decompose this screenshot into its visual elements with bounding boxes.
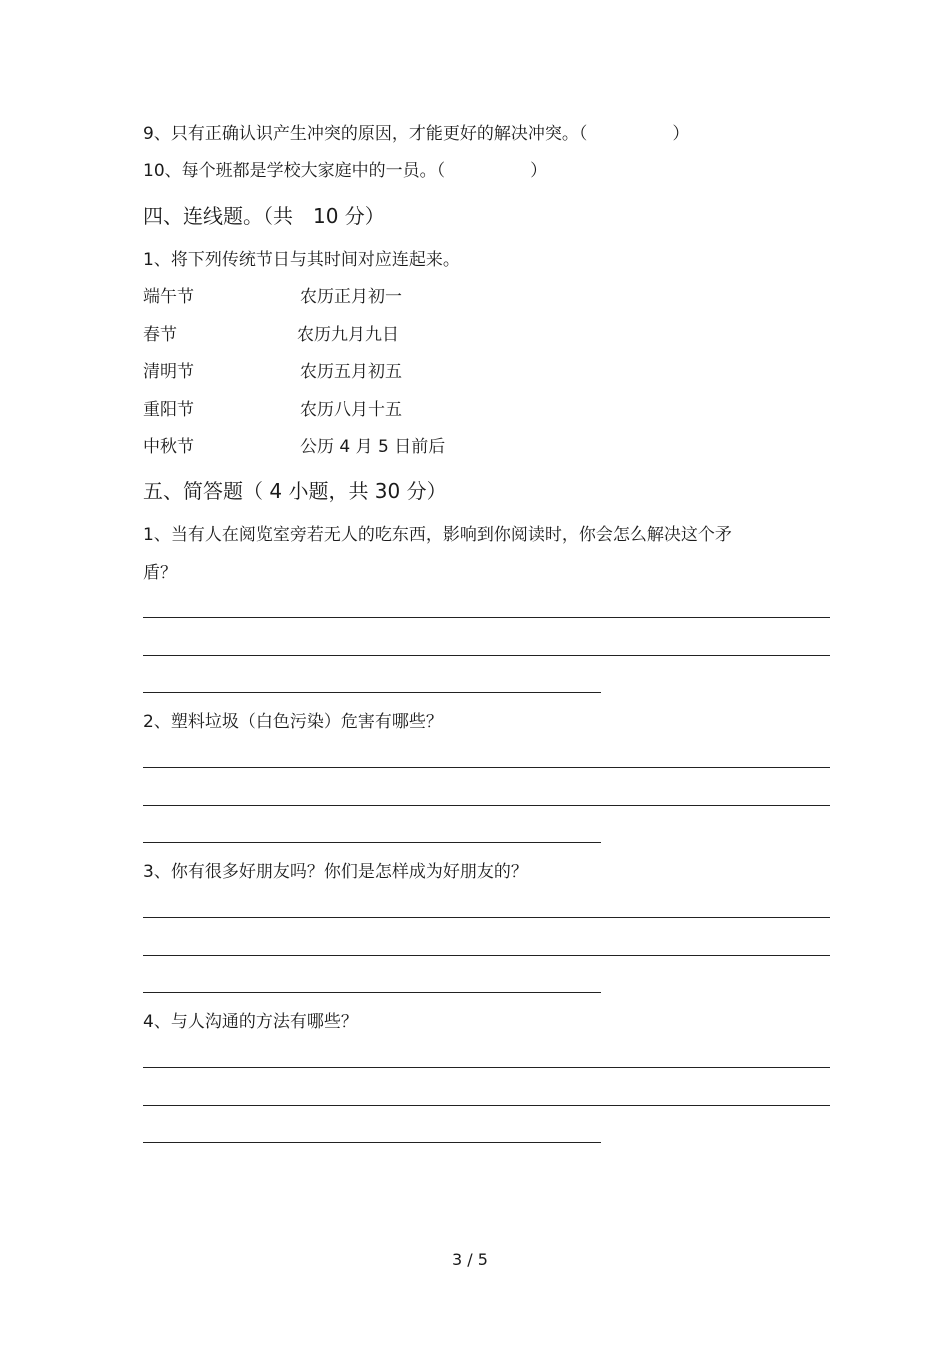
section-5-heading: 五、简答题（ 4 小题，共 30 分） bbox=[143, 479, 447, 503]
question-4-text: 4、与人沟通的方法有哪些？ bbox=[143, 1012, 358, 1032]
matching-instruction: 1、将下列传统节日与其时间对应连起来。 bbox=[143, 250, 460, 270]
answer-line[interactable] bbox=[143, 842, 601, 843]
answer-line[interactable] bbox=[143, 955, 830, 956]
question-1-text-line2: 盾？ bbox=[143, 563, 177, 583]
answer-line[interactable] bbox=[143, 692, 601, 693]
question-10: 10、每个班都是学校大家庭中的一员。（ ） bbox=[143, 161, 548, 181]
festival-item: 春节 bbox=[143, 325, 177, 345]
answer-line[interactable] bbox=[143, 655, 830, 656]
answer-line[interactable] bbox=[143, 917, 830, 918]
section-4-heading: 四、连线题。（共 10 分） bbox=[143, 204, 385, 228]
question-9: 9、只有正确认识产生冲突的原因，才能更好的解决冲突。（ ） bbox=[143, 124, 690, 144]
question-3-text: 3、你有很多好朋友吗？你们是怎样成为好朋友的？ bbox=[143, 862, 528, 882]
answer-line[interactable] bbox=[143, 617, 830, 618]
answer-line[interactable] bbox=[143, 992, 601, 993]
answer-line[interactable] bbox=[143, 1105, 830, 1106]
festival-date-item: 公历 4 月 5 日前后 bbox=[300, 437, 446, 457]
festival-item: 端午节 bbox=[143, 287, 194, 307]
festival-date-item: 农历九月九日 bbox=[297, 325, 399, 345]
festival-item: 中秋节 bbox=[143, 437, 194, 457]
festival-item: 清明节 bbox=[143, 362, 194, 382]
festival-item: 重阳节 bbox=[143, 400, 194, 420]
answer-line[interactable] bbox=[143, 805, 830, 806]
question-2-text: 2、塑料垃圾（白色污染）危害有哪些？ bbox=[143, 712, 443, 732]
page-number: 3 / 5 bbox=[452, 1250, 488, 1269]
question-1-text-line1: 1、当有人在阅览室旁若无人的吃东西，影响到你阅读时，你会怎么解决这个矛 bbox=[143, 525, 732, 545]
answer-line[interactable] bbox=[143, 1142, 601, 1143]
answer-line[interactable] bbox=[143, 767, 830, 768]
festival-date-item: 农历八月十五 bbox=[300, 400, 402, 420]
festival-date-item: 农历正月初一 bbox=[300, 287, 402, 307]
festival-date-item: 农历五月初五 bbox=[300, 362, 402, 382]
answer-line[interactable] bbox=[143, 1067, 830, 1068]
